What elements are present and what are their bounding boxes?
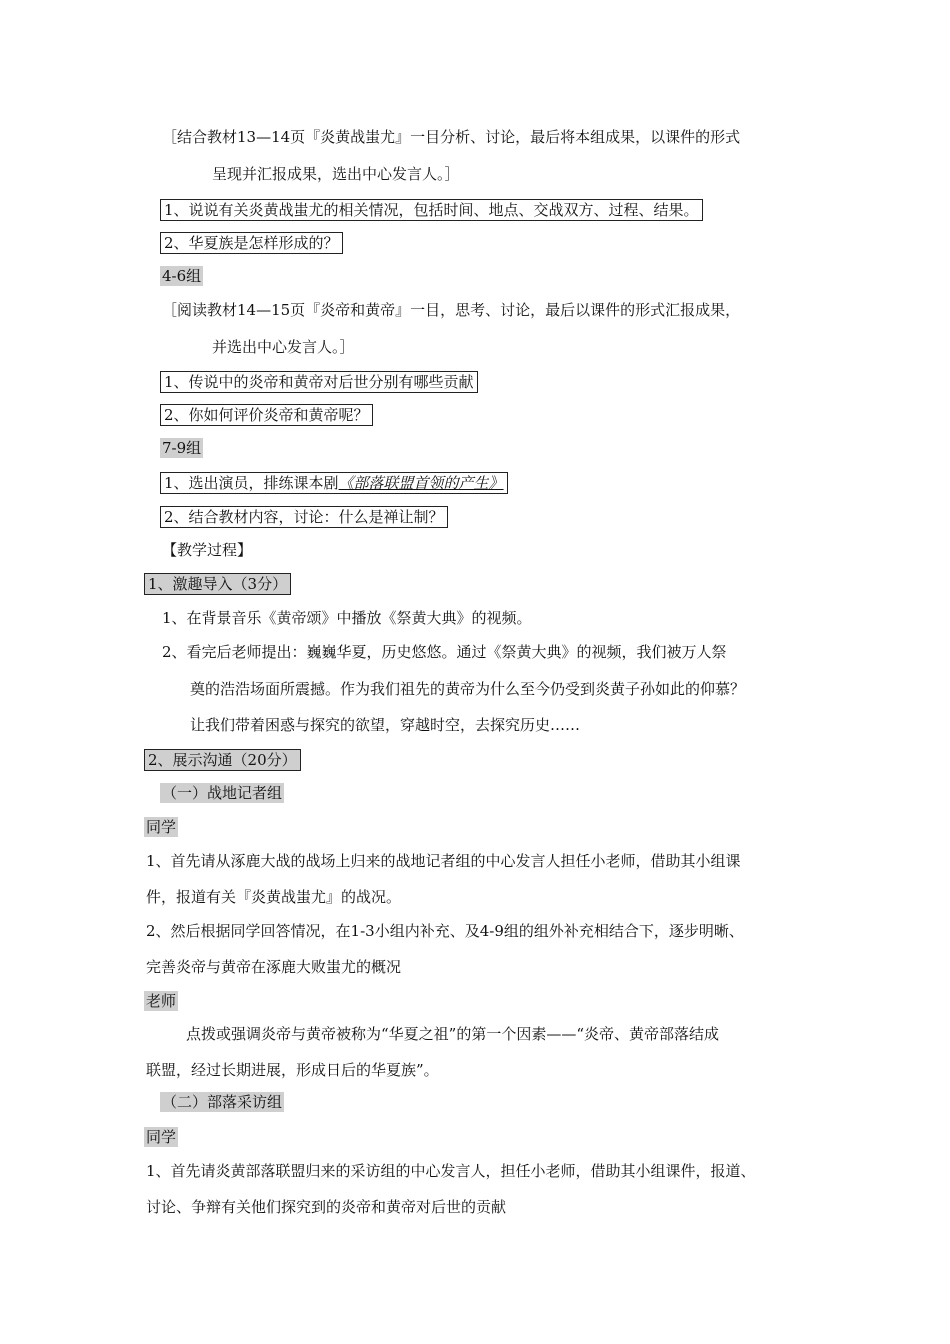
paragraph-line: 点拨或强调炎帝与黄帝被称为“华夏之祖”的第一个因素——“炎帝、黄帝部落结成 bbox=[186, 1025, 720, 1043]
paragraph-line: 1、首先请炎黄部落联盟归来的采访组的中心发言人，担任小老师，借助其小组课件，报道、 bbox=[146, 1162, 756, 1180]
instruction-line-2: 呈现并汇报成果，选出中心发言人。］ bbox=[212, 165, 460, 183]
paragraph-line: 件，报道有关『炎黄战蚩尤』的战况。 bbox=[146, 888, 402, 906]
role-label: 同学 bbox=[146, 818, 177, 836]
task-item: 1、说说有关炎黄战蚩尤的相关情况，包括时间、地点、交战双方、过程、结果。 bbox=[160, 199, 703, 221]
group-heading: 4-6组 bbox=[162, 267, 202, 285]
play-title: 《部落联盟首领的产生》 bbox=[338, 474, 504, 492]
task-text: 1、选出演员，排练课本剧 bbox=[164, 474, 339, 492]
task-item: 1、传说中的炎帝和黄帝对后世分别有哪些贡献 bbox=[160, 371, 478, 393]
paragraph-line: 1、在背景音乐《黄帝颂》中播放《祭黄大典》的视频。 bbox=[162, 609, 532, 627]
paragraph-line: 联盟，经过长期进展，形成日后的华夏族”。 bbox=[146, 1061, 439, 1079]
paragraph-line: 完善炎帝与黄帝在涿鹿大败蚩尤的概况 bbox=[146, 958, 402, 976]
role-label: 老师 bbox=[146, 992, 177, 1010]
step-heading: 1、激趣导入（3分） bbox=[144, 573, 291, 595]
task-item: 2、结合教材内容，讨论：什么是禅让制？ bbox=[160, 506, 448, 528]
paragraph-line: 让我们带着困惑与探究的欲望，穿越时空，去探究历史…… bbox=[190, 716, 581, 734]
instruction-line-1: ［结合教材13—14页『炎黄战蚩尤』一目分析、讨论，最后将本组成果，以课件的形式 bbox=[162, 128, 741, 146]
step-heading: 2、展示沟通（20分） bbox=[144, 749, 301, 771]
section-heading: 【教学过程】 bbox=[162, 541, 253, 559]
group-heading: 7-9组 bbox=[162, 439, 202, 457]
instruction-line-1: ［阅读教材14—15页『炎帝和黄帝』一目，思考、讨论，最后以课件的形式汇报成果， bbox=[162, 301, 741, 319]
instruction-line-2: 并选出中心发言人。］ bbox=[212, 338, 355, 356]
paragraph-line: 讨论、争辩有关他们探究到的炎帝和黄帝对后世的贡献 bbox=[146, 1198, 507, 1216]
role-label: 同学 bbox=[146, 1128, 177, 1146]
paragraph-line: 2、然后根据同学回答情况，在1-3小组内补充、及4-9组的组外补充相结合下，逐步明晰、 bbox=[146, 922, 744, 940]
paragraph-line: 1、首先请从涿鹿大战的战场上归来的战地记者组的中心发言人担任小老师，借助其小组课 bbox=[146, 852, 741, 870]
task-item: 2、华夏族是怎样形成的？ bbox=[160, 232, 343, 254]
task-item: 2、你如何评价炎帝和黄帝呢？ bbox=[160, 404, 373, 426]
subsection-heading: （一）战地记者组 bbox=[162, 784, 283, 802]
task-item bbox=[160, 472, 508, 494]
paragraph-line: 2、看完后老师提出：巍巍华夏，历史悠悠。通过《祭黄大典》的视频，我们被万人祭 bbox=[162, 643, 727, 661]
paragraph-line: 奠的浩浩场面所震撼。作为我们祖先的黄帝为什么至今仍受到炎黄子孙如此的仰慕？ bbox=[190, 680, 746, 698]
subsection-heading: （二）部落采访组 bbox=[162, 1093, 283, 1111]
